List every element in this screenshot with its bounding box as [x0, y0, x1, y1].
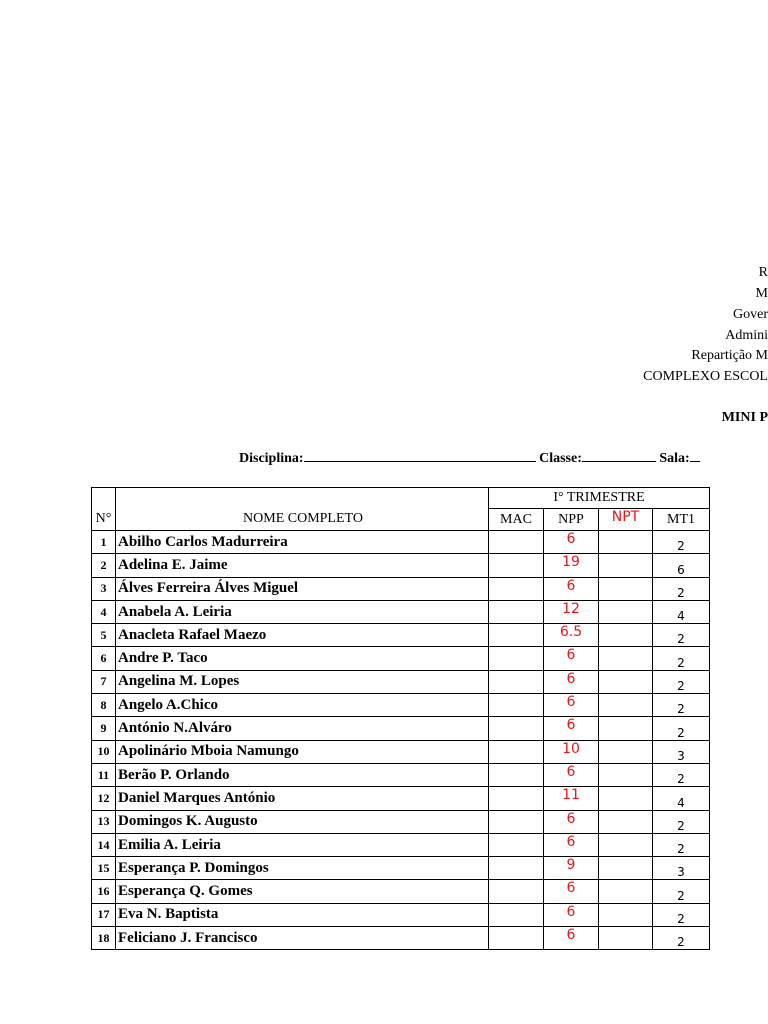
mac-cell: [489, 647, 544, 670]
disciplina-label: Disciplina:: [239, 451, 304, 466]
mac-cell: [489, 787, 544, 810]
npt-cell: [599, 763, 653, 786]
npt-cell: [599, 600, 653, 623]
student-name: Eva N. Baptista: [116, 903, 489, 926]
student-name: Adelina E. Jaime: [116, 554, 489, 577]
mt1-cell: 2: [653, 694, 710, 717]
table-row: [92, 833, 710, 856]
npt-cell: [599, 810, 653, 833]
npt-cell: [599, 647, 653, 670]
row-number: 3: [92, 577, 116, 600]
student-name: Domingos K. Augusto: [116, 810, 489, 833]
table-row: [92, 717, 710, 740]
row-number: 17: [92, 903, 116, 926]
mt1-cell: 4: [653, 787, 710, 810]
student-name: Anabela A. Leiria: [116, 600, 489, 623]
table-row: [92, 903, 710, 926]
col-name-header: NOME COMPLETO: [116, 488, 489, 531]
npt-cell: [599, 880, 653, 903]
npp-cell: 6: [544, 810, 599, 833]
student-name: António N.Alváro: [116, 717, 489, 740]
row-number: 6: [92, 647, 116, 670]
sala-label: Sala:: [659, 451, 690, 466]
col-npt-header: NPT: [599, 509, 653, 531]
npt-cell: [599, 740, 653, 763]
row-number: 16: [92, 880, 116, 903]
npt-cell: [599, 857, 653, 880]
npp-cell: 6: [544, 880, 599, 903]
mac-cell: [489, 857, 544, 880]
mt1-cell: 2: [653, 531, 710, 554]
npt-cell: [599, 717, 653, 740]
row-number: 11: [92, 763, 116, 786]
col-npp-header: NPP: [544, 509, 599, 531]
student-name: Feliciano J. Francisco: [116, 927, 489, 950]
row-number: 10: [92, 740, 116, 763]
grade-table: [91, 487, 710, 950]
npp-cell: 12: [544, 600, 599, 623]
mt1-cell: 2: [653, 763, 710, 786]
student-name: Álves Ferreira Álves Miguel: [116, 577, 489, 600]
student-name: Angelo A.Chico: [116, 694, 489, 717]
col-mac-header: MAC: [489, 509, 544, 531]
student-name: Berão P. Orlando: [116, 763, 489, 786]
table-row: [92, 763, 710, 786]
row-number: 5: [92, 624, 116, 647]
student-name: Esperança Q. Gomes: [116, 880, 489, 903]
table-row: [92, 694, 710, 717]
mac-cell: [489, 880, 544, 903]
mac-cell: [489, 694, 544, 717]
mac-cell: [489, 554, 544, 577]
npt-cell: [599, 531, 653, 554]
student-name: Angelina M. Lopes: [116, 670, 489, 693]
npp-cell: 6: [544, 531, 599, 554]
npt-cell: [599, 903, 653, 926]
mt1-cell: 2: [653, 810, 710, 833]
table-row: [92, 927, 710, 950]
trimester-header: I° TRIMESTRE: [489, 488, 710, 509]
sheet-title: MINI P: [721, 410, 768, 425]
table-row: [92, 857, 710, 880]
table-row: [92, 554, 710, 577]
npp-cell: 10: [544, 740, 599, 763]
row-number: 14: [92, 833, 116, 856]
mac-cell: [489, 740, 544, 763]
npt-cell: [599, 670, 653, 693]
row-number: 13: [92, 810, 116, 833]
meta-line: [239, 449, 700, 467]
npp-cell: 6: [544, 670, 599, 693]
header-line-5: Repartição M: [691, 348, 768, 363]
npt-cell: [599, 554, 653, 577]
table-row: [92, 740, 710, 763]
npp-cell: 6: [544, 833, 599, 856]
table-row: [92, 624, 710, 647]
student-name: Daniel Marques António: [116, 787, 489, 810]
row-number: 18: [92, 927, 116, 950]
mac-cell: [489, 600, 544, 623]
mt1-cell: 2: [653, 577, 710, 600]
col-mt1-header: MT1: [653, 509, 710, 531]
npp-cell: 6: [544, 927, 599, 950]
mac-cell: [489, 833, 544, 856]
table-row: [92, 880, 710, 903]
npt-cell: [599, 927, 653, 950]
row-number: 8: [92, 694, 116, 717]
row-number: 4: [92, 600, 116, 623]
mt1-cell: 2: [653, 833, 710, 856]
table-row: [92, 600, 710, 623]
classe-label: Classe:: [539, 451, 582, 466]
mt1-cell: 3: [653, 857, 710, 880]
col-no-header: N°: [92, 488, 116, 531]
npt-cell: [599, 694, 653, 717]
npp-cell: 6: [544, 763, 599, 786]
table-row: [92, 670, 710, 693]
row-number: 12: [92, 787, 116, 810]
mt1-cell: 2: [653, 670, 710, 693]
row-number: 9: [92, 717, 116, 740]
mac-cell: [489, 577, 544, 600]
row-number: 1: [92, 531, 116, 554]
mt1-cell: 4: [653, 600, 710, 623]
table-row: [92, 787, 710, 810]
mt1-cell: 3: [653, 740, 710, 763]
npt-cell: [599, 833, 653, 856]
row-number: 7: [92, 670, 116, 693]
mac-cell: [489, 903, 544, 926]
table-row: [92, 577, 710, 600]
table-row: [92, 647, 710, 670]
mt1-cell: 2: [653, 624, 710, 647]
student-name: Emilia A. Leiria: [116, 833, 489, 856]
mt1-cell: 2: [653, 903, 710, 926]
mac-cell: [489, 717, 544, 740]
mac-cell: [489, 763, 544, 786]
npt-cell: [599, 787, 653, 810]
mt1-cell: 2: [653, 927, 710, 950]
mac-cell: [489, 624, 544, 647]
table-row: [92, 810, 710, 833]
npp-cell: 6.5: [544, 624, 599, 647]
npp-cell: 6: [544, 717, 599, 740]
npp-cell: 11: [544, 787, 599, 810]
mt1-cell: 2: [653, 647, 710, 670]
mt1-cell: 2: [653, 880, 710, 903]
npt-cell: [599, 577, 653, 600]
npp-cell: 19: [544, 554, 599, 577]
row-number: 15: [92, 857, 116, 880]
npp-cell: 9: [544, 857, 599, 880]
npp-cell: 6: [544, 647, 599, 670]
header-line-6: COMPLEXO ESCOL: [643, 369, 768, 384]
npp-cell: 6: [544, 694, 599, 717]
npp-cell: 6: [544, 577, 599, 600]
student-name: Esperança P. Domingos: [116, 857, 489, 880]
student-name: Abilho Carlos Madurreira: [116, 531, 489, 554]
mac-cell: [489, 670, 544, 693]
header-line-2: M: [755, 286, 768, 301]
student-name: Apolinário Mboia Namungo: [116, 740, 489, 763]
mac-cell: [489, 810, 544, 833]
mac-cell: [489, 531, 544, 554]
disciplina-blank: [304, 449, 536, 462]
mt1-cell: 2: [653, 717, 710, 740]
row-number: 2: [92, 554, 116, 577]
table-row: [92, 531, 710, 554]
header-line-4: Admini: [725, 328, 768, 343]
grade-body: [92, 531, 710, 950]
sala-blank: [690, 449, 700, 462]
header-line-1: R: [758, 265, 768, 280]
student-name: Andre P. Taco: [116, 647, 489, 670]
npt-cell: [599, 624, 653, 647]
student-name: Anacleta Rafael Maezo: [116, 624, 489, 647]
classe-blank: [582, 449, 656, 462]
npp-cell: 6: [544, 903, 599, 926]
header-line-3: Gover: [733, 307, 768, 322]
mac-cell: [489, 927, 544, 950]
mt1-cell: 6: [653, 554, 710, 577]
